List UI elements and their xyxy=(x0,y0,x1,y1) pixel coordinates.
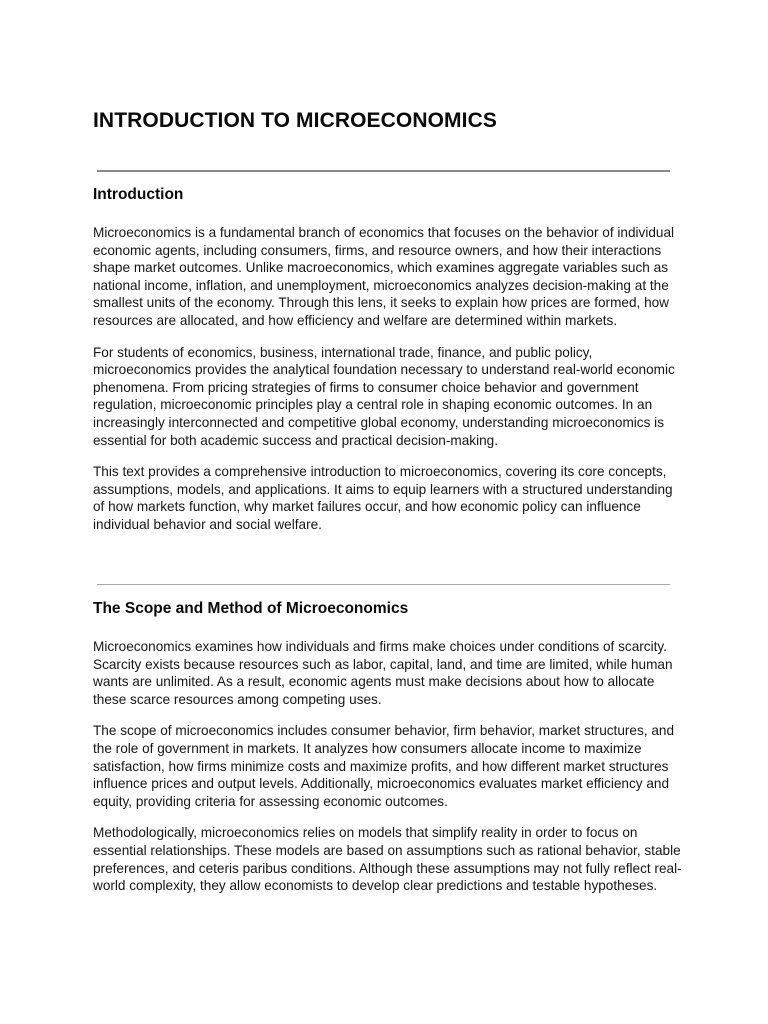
section-scope-and-method xyxy=(93,599,683,909)
paragraph: Microeconomics examines how individuals and firms make choices under conditions of scarcity. Scarcity exists because resources such as labor, capital, land, and time are limited, while human wants are unlimited. As a result, economic agents must make decisions about how to allocate these scarce resources among competing uses. xyxy=(93,639,673,707)
document-title: INTRODUCTION TO MICROECONOMICS xyxy=(93,109,497,132)
paragraph: Methodologically, microeconomics relies on models that simplify reality in order to focus on essential relationships. These models are based on assumptions such as rational behavior, stable preferences, and ceteris paribus conditions. Although these assumptions may not fully reflect real-world complexity, they allow economists to develop clear predictions and testable hypotheses. xyxy=(93,825,682,894)
section-heading: Introduction xyxy=(93,186,184,203)
paragraph: The scope of microeconomics includes consumer behavior, firm behavior, market structures, and the role of government in markets. It analyzes how consumers allocate income to maximize satisfaction, how firms minimize costs and maximize profits, and how different market structures influence prices and output levels. Additionally, microeconomics evaluates market efficiency and equity, providing criteria for assessing economic outcomes. xyxy=(93,723,675,809)
title-divider xyxy=(97,170,670,172)
section-introduction xyxy=(93,185,683,548)
section-heading: The Scope and Method of Microeconomics xyxy=(93,600,409,617)
paragraph: Microeconomics is a fundamental branch of economics that focuses on the behavior of individual economic agents, including consumers, firms, and resource owners, and how their interactions shape market outcomes. Unlike macroeconomics, which examines aggregate variables such as national income, inflation, and unemployment, microeconomics analyzes decision-making at the smallest units of the economy. Through this lens, it seeks to explain how prices are formed, how resources are allocated, and how efficiency and welfare are determined within markets. xyxy=(93,225,675,328)
section-divider xyxy=(97,584,670,585)
paragraph: This text provides a comprehensive introduction to microeconomics, covering its core concepts, assumptions, models, and applications. It aims to equip learners with a structured understanding of how markets function, why market failures occur, and how economic policy can influence individual behavior and social welfare. xyxy=(93,464,673,532)
paragraph: For students of economics, business, international trade, finance, and public policy, microeconomics provides the analytical foundation necessary to understand real-world economic phenomena. From pricing strategies of firms to consumer choice behavior and government regulation, microeconomic principles play a central role in shaping economic outcomes. In an increasingly interconnected and competitive global economy, understanding microeconomics is essential for both academic success and practical decision-making. xyxy=(93,344,675,448)
